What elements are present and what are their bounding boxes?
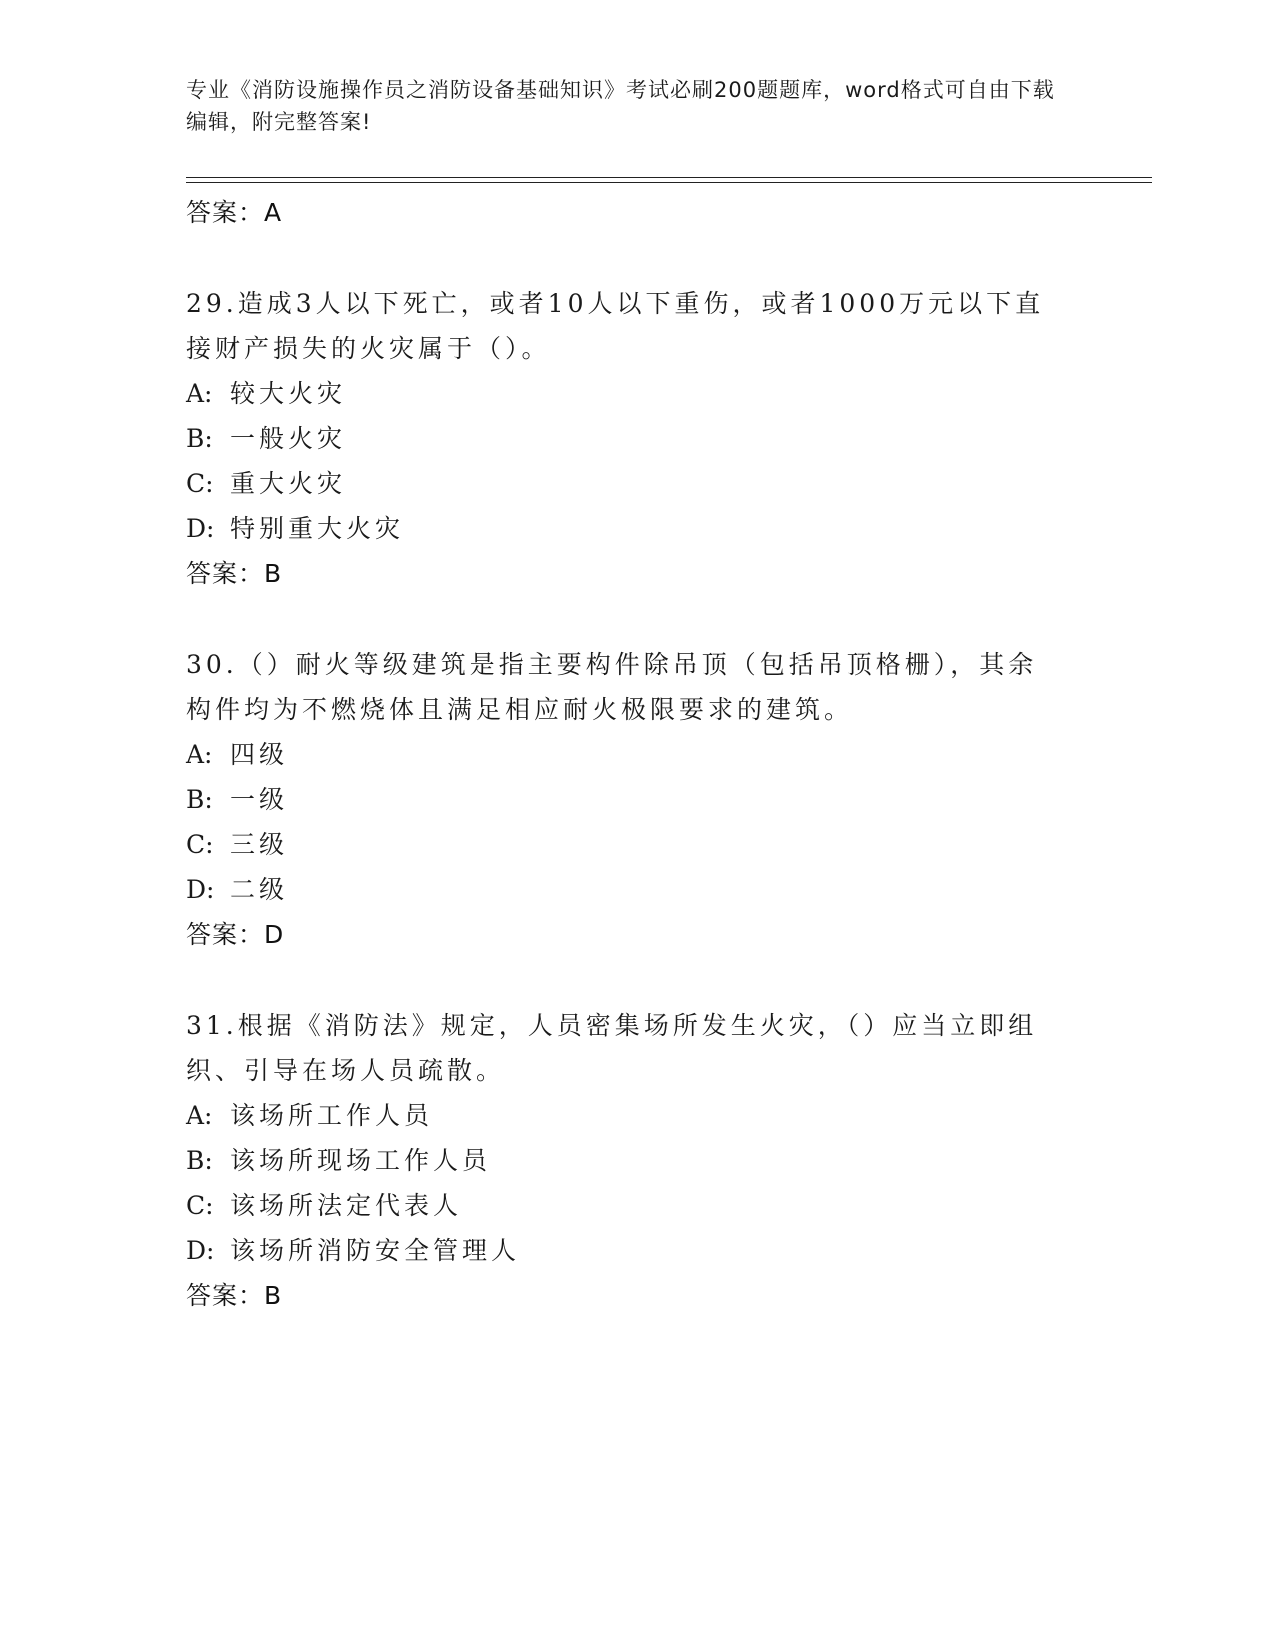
option-text: 三级 <box>230 830 289 859</box>
option-letter: B: <box>186 785 213 814</box>
option-b <box>186 1138 1086 1183</box>
option-a <box>186 1093 1086 1138</box>
question-block <box>186 281 1086 596</box>
option-a <box>186 371 1086 416</box>
option-d <box>186 867 1086 912</box>
option-letter: A: <box>186 379 213 408</box>
option-text: 该场所消防安全管理人 <box>230 1236 521 1265</box>
option-letter: A: <box>186 740 213 769</box>
document-body <box>186 190 1086 1318</box>
option-letter: A: <box>186 1101 213 1130</box>
option-letter: C: <box>186 469 214 498</box>
option-c <box>186 822 1086 867</box>
option-letter: C: <box>186 1191 214 1220</box>
option-b <box>186 416 1086 461</box>
header-title: 专业《消防设施操作员之消防设备基础知识》考试必刷200题题库，word格式可自由下载编辑，附完整答案! <box>186 78 1055 134</box>
question-stem: 30.（）耐火等级建筑是指主要构件除吊顶（包括吊顶格栅），其余构件均为不燃烧体且满足相应耐火极限要求的建筑。 <box>186 650 1038 724</box>
header-divider-bottom <box>186 182 1152 183</box>
option-letter: C: <box>186 830 214 859</box>
option-text: 一般火灾 <box>230 424 347 453</box>
option-text: 特别重大火灾 <box>230 514 405 543</box>
header-divider-top <box>186 177 1152 178</box>
option-letter: D: <box>186 514 215 543</box>
option-text: 该场所工作人员 <box>230 1101 434 1130</box>
question-stem: 31.根据《消防法》规定，人员密集场所发生火灾，（）应当立即组织、引导在场人员疏散。 <box>186 1011 1038 1085</box>
option-text: 二级 <box>230 875 289 904</box>
option-text: 该场所现场工作人员 <box>230 1146 492 1175</box>
option-a <box>186 732 1086 777</box>
option-text: 重大火灾 <box>230 469 347 498</box>
option-text: 一级 <box>230 785 289 814</box>
answer-line: 答案：A <box>186 198 283 227</box>
option-letter: D: <box>186 875 215 904</box>
option-b <box>186 777 1086 822</box>
option-letter: B: <box>186 1146 213 1175</box>
option-letter: B: <box>186 424 213 453</box>
page-header <box>186 74 1066 138</box>
option-text: 较大火灾 <box>230 379 347 408</box>
option-text: 四级 <box>230 740 289 769</box>
option-c <box>186 1183 1086 1228</box>
answer-line: 答案：D <box>186 920 285 949</box>
answer-line: 答案：B <box>186 559 283 588</box>
option-text: 该场所法定代表人 <box>230 1191 463 1220</box>
question-block <box>186 1003 1086 1318</box>
question-block <box>186 642 1086 957</box>
option-c <box>186 461 1086 506</box>
answer-line: 答案：B <box>186 1281 283 1310</box>
question-stem: 29.造成3人以下死亡，或者10人以下重伤，或者1000万元以下直接财产损失的火灾属于（）。 <box>186 289 1045 363</box>
option-d <box>186 1228 1086 1273</box>
option-letter: D: <box>186 1236 215 1265</box>
option-d <box>186 506 1086 551</box>
